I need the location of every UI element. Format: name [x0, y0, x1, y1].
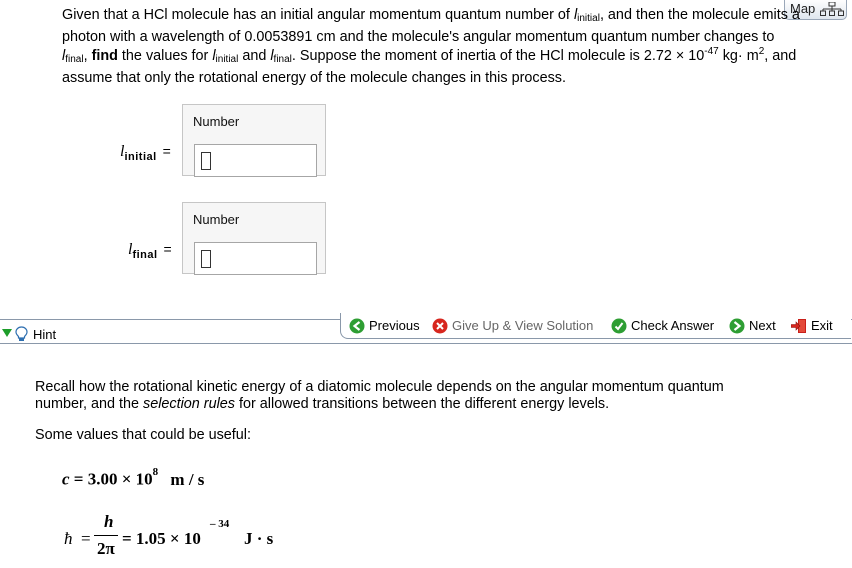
triangle-down-icon	[2, 329, 12, 337]
answer-box-final	[182, 202, 326, 274]
speed-of-light-equation: $c = 3.00 \times 10^8$ m / s	[62, 466, 205, 489]
hint-label: Hint	[33, 327, 57, 342]
sitemap-icon	[820, 2, 844, 16]
exit-door-icon	[791, 318, 807, 334]
l-final-input[interactable]	[194, 242, 317, 275]
l-final-label: $l_{final}$ =	[128, 241, 172, 261]
input-cursor	[201, 250, 211, 268]
arrow-right-icon	[729, 318, 745, 334]
map-label: Map	[790, 1, 816, 16]
hbar-equation: ħ = h 2π = 1.05 × 10 – 34 J · s	[64, 512, 274, 558]
answer-box-initial	[182, 104, 326, 176]
input-cursor	[201, 152, 211, 170]
l-initial-input[interactable]	[194, 144, 317, 177]
number-label: Number	[193, 212, 240, 227]
number-label: Number	[193, 114, 240, 129]
fraction-bar	[94, 535, 118, 536]
l-initial-label: $l_{initial}$ =	[120, 143, 171, 163]
hint-toggle[interactable]	[0, 324, 200, 344]
question-text: Given that a HCl molecule has an initial angular momentum quantum number of $l_{initial}$, and then the molecule emits a photon with a wavelength of 0.0053891 cm and the molecule's angular momentum quantum number changes to $l_{final}$, find the values for $l_{initial}$ and $l_{final}$. Suppose the moment of inertia of the HCl molecule is $2.72 \times 10^{-47}$ $kg\cdot m^2$, and assume that only the rotational energy of the molecule changes in this process.	[62, 7, 800, 86]
useful-values-label: Some values that could be useful:	[35, 427, 251, 443]
lightbulb-icon	[15, 326, 28, 342]
hint-text: Recall how the rotational kinetic energy of a diatomic molecule depends on the angular momentum quantum number, and the selection rules for allowed transitions between the different energy levels.	[35, 379, 724, 412]
arrow-left-icon	[349, 318, 365, 334]
navigation-bar: Previous Give Up & View Solution Check Answer Next Exit	[340, 313, 851, 339]
cancel-icon	[432, 318, 448, 334]
checkmark-icon	[611, 318, 627, 334]
